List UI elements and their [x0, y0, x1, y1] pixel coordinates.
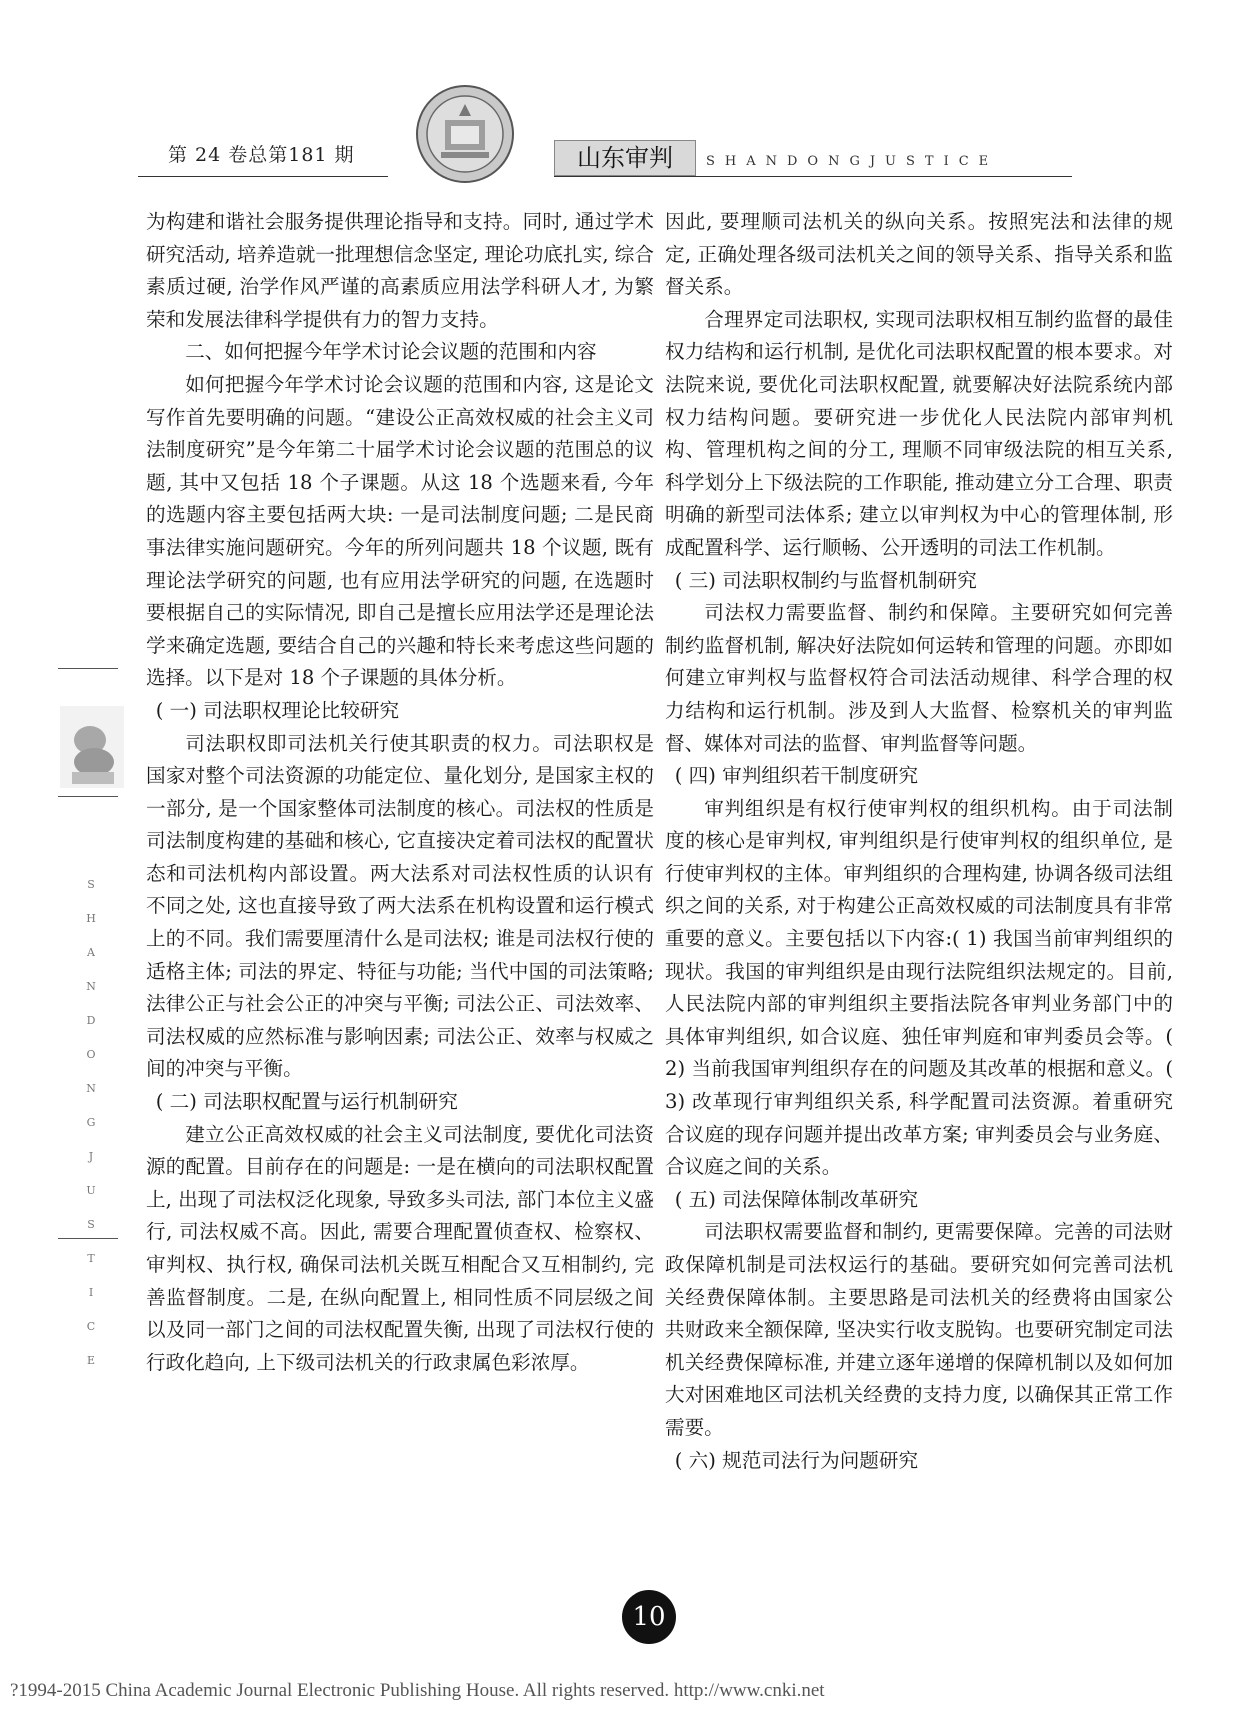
paragraph: ( 四) 审判组织若干制度研究: [674, 764, 919, 788]
left-text-column: [146, 206, 654, 1379]
side-rule-bottom: [58, 1238, 118, 1239]
paragraph: 为构建和谐社会服务提供理论指导和支持。同时, 通过学术研究活动, 培养造就一批理想信念坚定, 理论功底扎实, 综合素质过硬, 治学作风严谨的高素质应用法学科研人才, 为繁荣和发展法律科学提供有力的智力支持。: [146, 210, 654, 331]
side-letter: N: [86, 980, 96, 993]
copyright-notice: ?1994-2015 China Academic Journal Electronic Publishing House. All rights reserved. http://www.cnki.net: [10, 1680, 825, 1701]
side-journal-letters: [84, 868, 98, 1378]
journal-title: 山东审判: [554, 140, 696, 176]
paragraph: 如何把握今年学术讨论会议题的范围和内容, 这是论文写作首先要明确的问题。“建设公正高效权威的社会主义司法制度研究”是今年第二十届学术讨论会议题的范围总的议题, 其中又包括 18 个子课题。从这 18 个选题来看, 今年的选题内容主要包括两大块: 一是司法制度问题; 二是民商事法律实施问题研究。今年的所列问题共 18 个议题, 既有理论法学研究的问题, 也有应用法学研究的问题, 在选题时要根据自己的实际情况, 即自己是擅长应用法学还是理论法学来确定选题, 要结合自己的兴趣和特长来考虑这些问题的选择。以下是对 18 个子课题的具体分析。: [146, 372, 654, 690]
paragraph: 因此, 要理顺司法机关的纵向关系。按照宪法和法律的规定, 正确处理各级司法机关之间的领导关系、指导关系和监督关系。: [665, 210, 1173, 299]
side-letter: E: [86, 1354, 96, 1367]
side-letter: S: [87, 878, 95, 891]
paragraph: ( 六) 规范司法行为问题研究: [674, 1448, 919, 1472]
paragraph: 司法权力需要监督、制约和保障。主要研究如何完善制约监督机制, 解决好法院如何运转和管理的问题。亦即如何建立审判权与监督权符合司法活动规律、科学合理的权力结构和运行机制。涉及到人大监督、检察机关的审判监督、媒体对司法的监督、审判监督等问题。: [665, 601, 1173, 755]
paragraph: ( 三) 司法职权制约与监督机制研究: [674, 568, 977, 592]
side-letter: S: [87, 1218, 95, 1231]
journal-title-en: SHANDONGJUSTICE: [706, 154, 999, 169]
side-letter: U: [86, 1184, 96, 1197]
paragraph: 司法职权需要监督和制约, 更需要保障。完善的司法财政保障机制是司法权运行的基础。要研究如何完善司法机关经费保障体制。主要思路是司法机关的经费将由国家公共财政来全额保障, 坚决实行收支脱钩。也要研究制定司法机关经费保障标准, 并建立逐年递增的保障机制以及如何加大对困难地区司法机关经费的支持力度, 以确保其正常工作需要。: [665, 1220, 1173, 1439]
lion-statue-image: [60, 706, 124, 788]
paragraph: 合理界定司法职权, 实现司法职权相互制约监督的最佳权力结构和运行机制, 是优化司法职权配置的根本要求。对法院来说, 要优化司法职权配置, 就要解决好法院系统内部权力结构问题。要研究进一步优化人民法院内部审判机构、管理机构之间的分工, 理顺不同审级法院的相互关系, 科学划分上下级法院的工作职能, 推动建立分工合理、职责明确的新型司法体系; 建立以审判权为中心的管理体制, 形成配置科学、运行顺畅、公开透明的司法工作机制。: [665, 307, 1173, 559]
right-text-column: [665, 206, 1173, 1477]
journal-issue: 第 24 卷总第181 期: [168, 144, 355, 166]
paragraph: ( 一) 司法职权理论比较研究: [155, 698, 400, 722]
paragraph: 审判组织是有权行使审判权的组织机构。由于司法制度的核心是审判权, 审判组织是行使审判权的组织单位, 是行使审判权的主体。审判组织的合理构建, 协调各级司法组织之间的关系, 对于构建公正高效权威的司法制度具有非常重要的意义。主要包括以下内容:( 1) 我国当前审判组织的现状。我国的审判组织是由现行法院组织法规定的。目前, 人民法院内部的审判组织主要指法院各审判业务部门中的具体审判组织, 如合议庭、独任审判庭和审判委员会等。( 2) 当前我国审判组织存在的问题及其改革的根据和意义。( 3) 改革现行审判组织关系, 科学配置司法资源。着重研究合议庭的现存问题并提出改革方案; 审判委员会与业务庭、合议庭之间的关系。: [665, 796, 1173, 1179]
court-seal-logo: [415, 84, 515, 184]
paragraph: ( 五) 司法保障体制改革研究: [674, 1187, 919, 1211]
side-letter: J: [88, 1150, 94, 1163]
side-letter: D: [86, 1014, 96, 1027]
paragraph: 二、如何把握今年学术讨论会议题的范围和内容: [185, 340, 597, 364]
side-letter: T: [87, 1252, 95, 1265]
side-letter: O: [86, 1048, 96, 1061]
side-letter: A: [87, 946, 95, 959]
paragraph: 建立公正高效权威的社会主义司法制度, 要优化司法资源的配置。目前存在的问题是: 一是在横向的司法职权配置上, 出现了司法权泛化现象, 导致多头司法, 部门本位主义盛行, 司法权威不高。因此, 需要合理配置侦查权、检察权、审判权、执行权, 确保司法机关既互相配合又互相制约, 完善监督制度。二是, 在纵向配置上, 相同性质不同层级之间以及同一部门之间的司法权配置失衡, 出现了司法权行使的行政化趋向, 上下级司法机关的行政隶属色彩浓厚。: [146, 1122, 654, 1374]
paragraph: ( 二) 司法职权配置与运行机制研究: [155, 1090, 458, 1114]
page-number: 10: [622, 1590, 676, 1644]
side-letter: H: [86, 912, 96, 925]
side-rule-top: [58, 668, 118, 669]
side-letter: C: [86, 1320, 96, 1333]
header-rule-left: [138, 176, 388, 177]
side-letter: G: [86, 1116, 96, 1129]
paragraph: 司法职权即司法机关行使其职责的权力。司法职权是国家对整个司法资源的功能定位、量化划分, 是国家主权的一部分, 是一个国家整体司法制度的核心。司法权的性质是司法制度构建的基础和核心, 它直接决定着司法权的配置状态和司法机构内部设置。两大法系对司法权性质的认识有不同之处, 这也直接导致了两大法系在机构设置和运行模式上的不同。我们需要厘清什么是司法权; 谁是司法权行使的适格主体; 司法的界定、特征与功能; 当代中国的司法策略; 法律公正与社会公正的冲突与平衡; 司法公正、司法效率、司法权威的应然标准与影响因素; 司法公正、效率与权威之间的冲突与平衡。: [146, 731, 654, 1081]
side-letter: N: [86, 1082, 96, 1095]
side-letter: I: [88, 1286, 94, 1299]
header-rule-right: [554, 176, 1072, 177]
side-rule-mid: [58, 796, 118, 797]
